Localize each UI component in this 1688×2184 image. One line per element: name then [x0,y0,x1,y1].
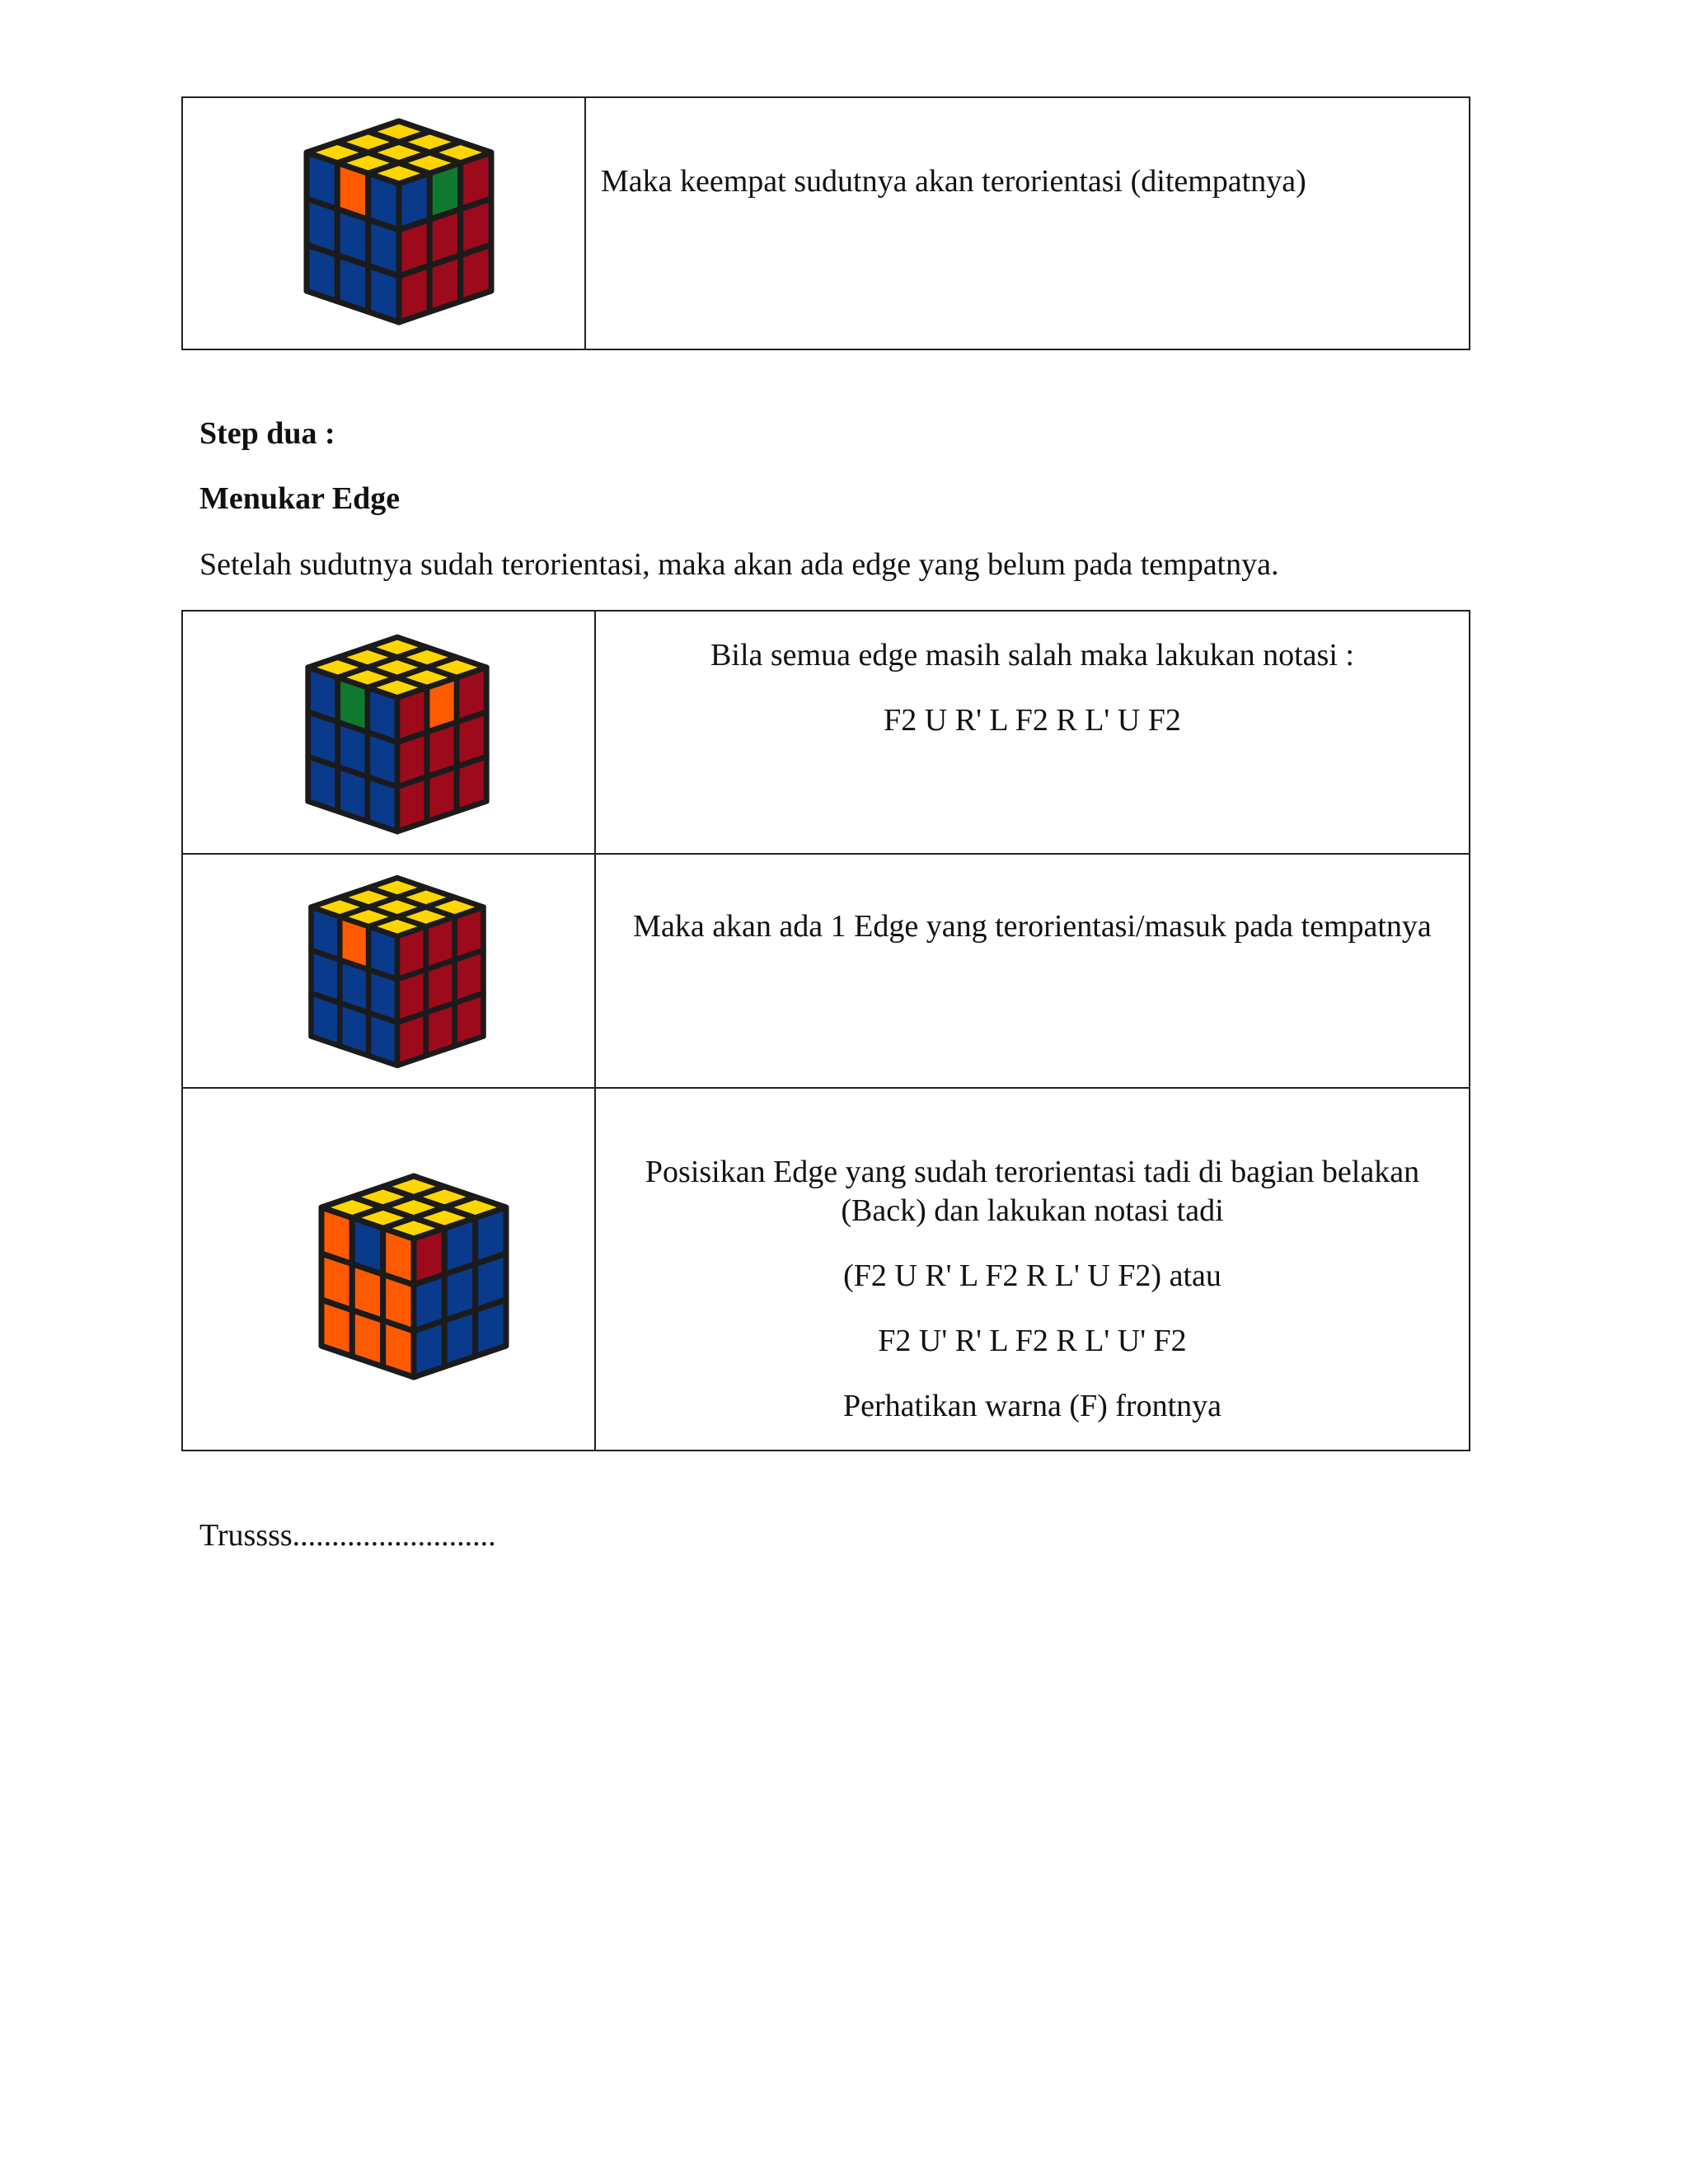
text-cell [585,97,1470,349]
cell-line: Perhatikan warna (F) frontnya [842,1389,1221,1423]
cube-sticker [444,1310,475,1367]
cube-image [274,856,521,1087]
cube-sticker [368,777,397,832]
cube-image [290,1153,537,1400]
cube-left-face [308,668,397,832]
closing-text: Trussss.......................... [199,1518,496,1553]
notation-line: F2 U R' L F2 R L' U F2 [884,703,1181,738]
cube-sticker [457,757,486,811]
cube-left-face [321,1207,414,1377]
cube-sticker [308,757,338,811]
step-title: Step dua : [199,416,335,451]
cube-sticker [399,265,429,322]
cube-right-face [397,668,486,832]
cube-sticker [368,265,399,322]
cube-sticker [368,1013,397,1066]
table-row [182,611,1470,854]
notation-line: (F2 U R' L F2 R L' U F2) atau [843,1258,1221,1293]
cube-left-face [307,152,399,322]
table-row [182,1088,1470,1451]
cube-right-face [414,1207,506,1377]
cube-sticker [311,993,340,1046]
cube-sticker [429,255,460,312]
text-cell [595,854,1470,1088]
cell-line: Maka akan ada 1 Edge yang terorientasi/masuk pada tempatnya [633,909,1432,944]
cube-sticker [426,1003,455,1056]
cube-sticker [414,1320,444,1377]
cell-text: Maka keempat sudutnya akan terorientasi (ditempatnya) [601,164,1306,199]
cube-sticker [397,777,427,832]
cube-sticker [307,245,337,302]
cube-sticker [338,766,368,821]
cell-line: Bila semua edge masih salah maka lakukan notasi : [710,638,1354,673]
cube-right-face [399,152,491,322]
cube-sticker [321,1300,352,1357]
table-edges [181,610,1470,1451]
cube-sticker [427,766,457,821]
intro-paragraph: Setelah sudutnya sudah terorientasi, maka akan ada edge yang belum pada tempatnya. [199,547,1279,582]
table-row [182,97,1470,349]
image-cell [182,854,595,1088]
image-cell [182,97,585,349]
text-cell [595,1088,1470,1451]
cube-sticker [352,1310,382,1367]
cube-sticker [383,1320,414,1377]
cube-sticker [461,245,491,302]
text-cell [595,611,1470,854]
cube-sticker [455,993,484,1046]
cube-sticker [337,255,368,312]
cube-right-face [397,907,484,1066]
section-title: Menukar Edge [199,481,401,516]
image-cell [182,1088,595,1451]
image-cell [182,611,595,854]
cell-line: Posisikan Edge yang sudah terorientasi tadi di bagian belakan (Back) dan lakukan notasi tadi [645,1155,1420,1228]
cube-image [275,98,523,345]
notation-line: F2 U' R' L F2 R L' U' F2 [878,1324,1187,1358]
cube-sticker [476,1300,506,1357]
cube-sticker [397,1013,426,1066]
table-row [182,854,1470,1088]
cube-image [274,615,521,854]
cube-sticker [340,1003,368,1056]
cube-left-face [311,907,397,1066]
table-corners [181,96,1470,350]
